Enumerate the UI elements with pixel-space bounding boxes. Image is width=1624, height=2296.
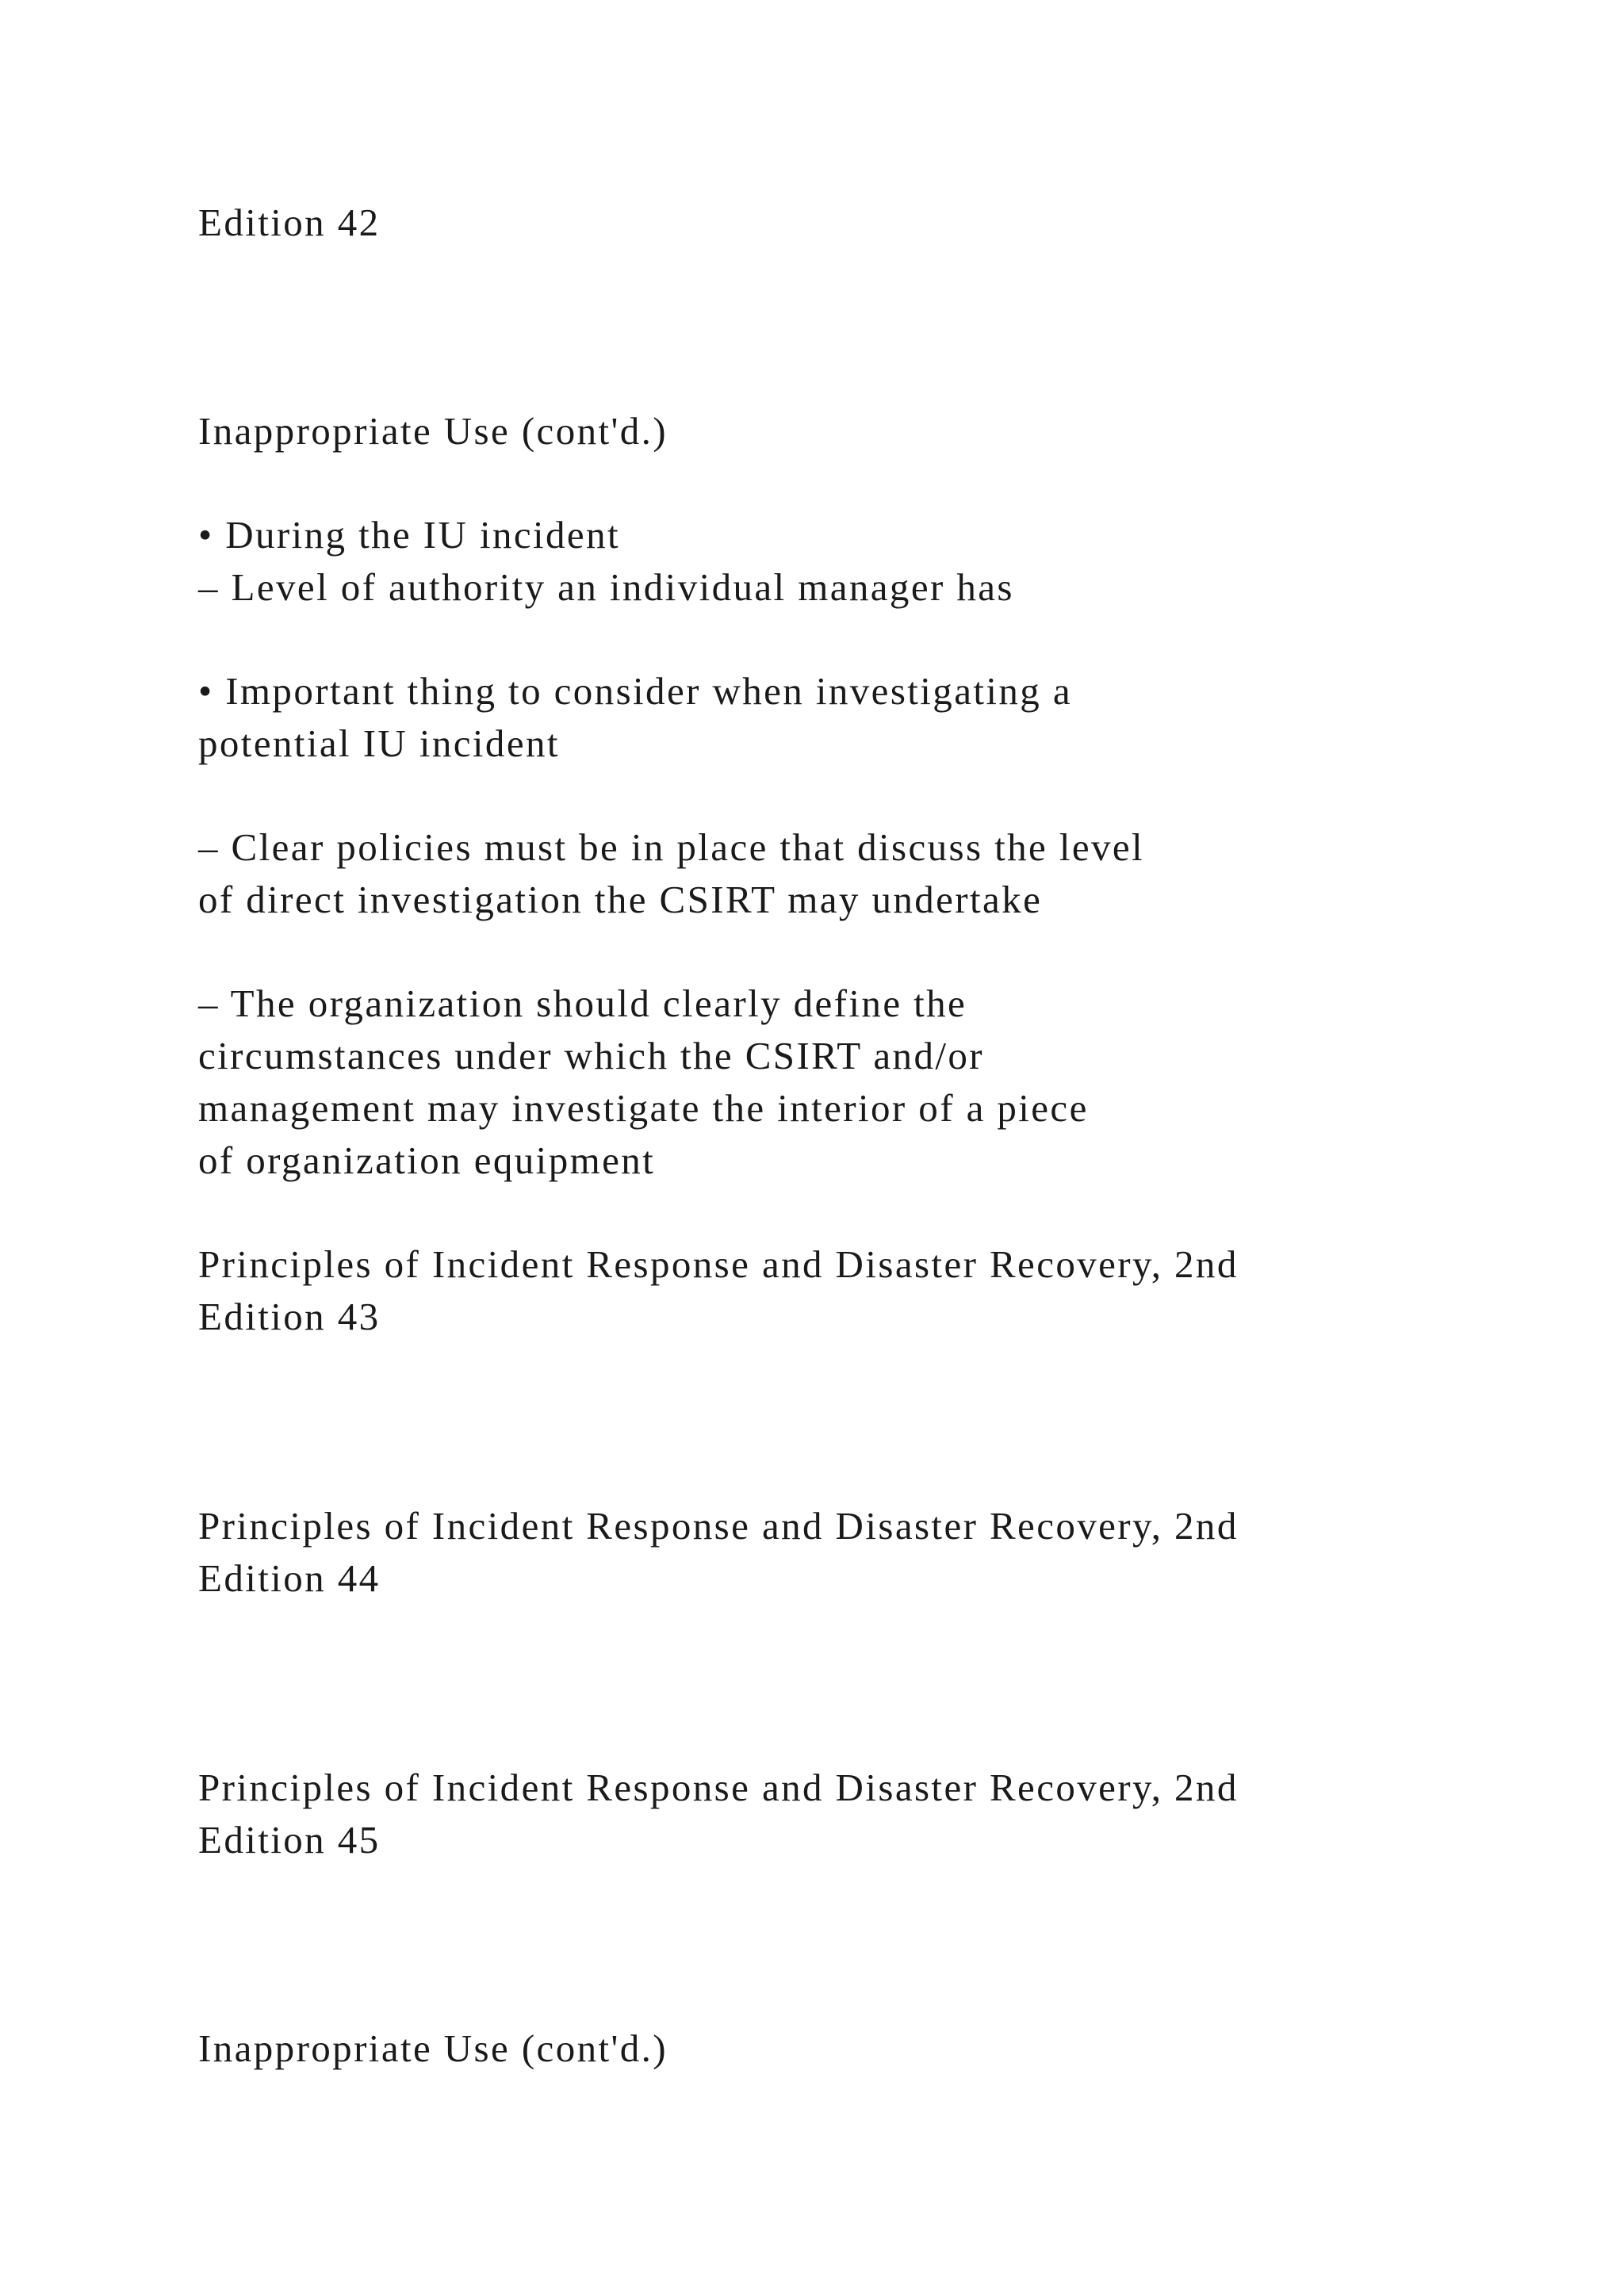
sub-bullet-item-continuation: of direct investigation the CSIRT may undertake <box>198 878 1043 921</box>
edition-label-45: Edition 45 <box>198 1818 381 1862</box>
edition-label-43: Edition 43 <box>198 1295 381 1338</box>
sub-bullet-item-continuation: management may investigate the interior of a piece <box>198 1086 1089 1130</box>
bullet-item: • Important thing to consider when investigating a <box>198 669 1072 713</box>
footer-title: Principles of Incident Response and Disaster Recovery, 2nd <box>198 1766 1239 1809</box>
sub-bullet-item-continuation: of organization equipment <box>198 1138 656 1182</box>
section-heading: Inappropriate Use (cont'd.) <box>198 2026 668 2070</box>
sub-bullet-item: – The organization should clearly define the <box>198 982 967 1025</box>
bullet-item-continuation: potential IU incident <box>198 721 560 765</box>
sub-bullet-item-continuation: circumstances under which the CSIRT and/or <box>198 1034 984 1077</box>
footer-title: Principles of Incident Response and Disaster Recovery, 2nd <box>198 1504 1239 1548</box>
footer-title: Principles of Incident Response and Disaster Recovery, 2nd <box>198 1242 1239 1286</box>
sub-bullet-item: – Level of authority an individual manager has <box>198 565 1014 609</box>
section-heading: Inappropriate Use (cont'd.) <box>198 409 668 453</box>
edition-label-42: Edition 42 <box>198 201 381 244</box>
edition-label-44: Edition 44 <box>198 1556 381 1600</box>
sub-bullet-item: – Clear policies must be in place that discuss the level <box>198 825 1145 869</box>
bullet-item: • During the IU incident <box>198 513 620 557</box>
